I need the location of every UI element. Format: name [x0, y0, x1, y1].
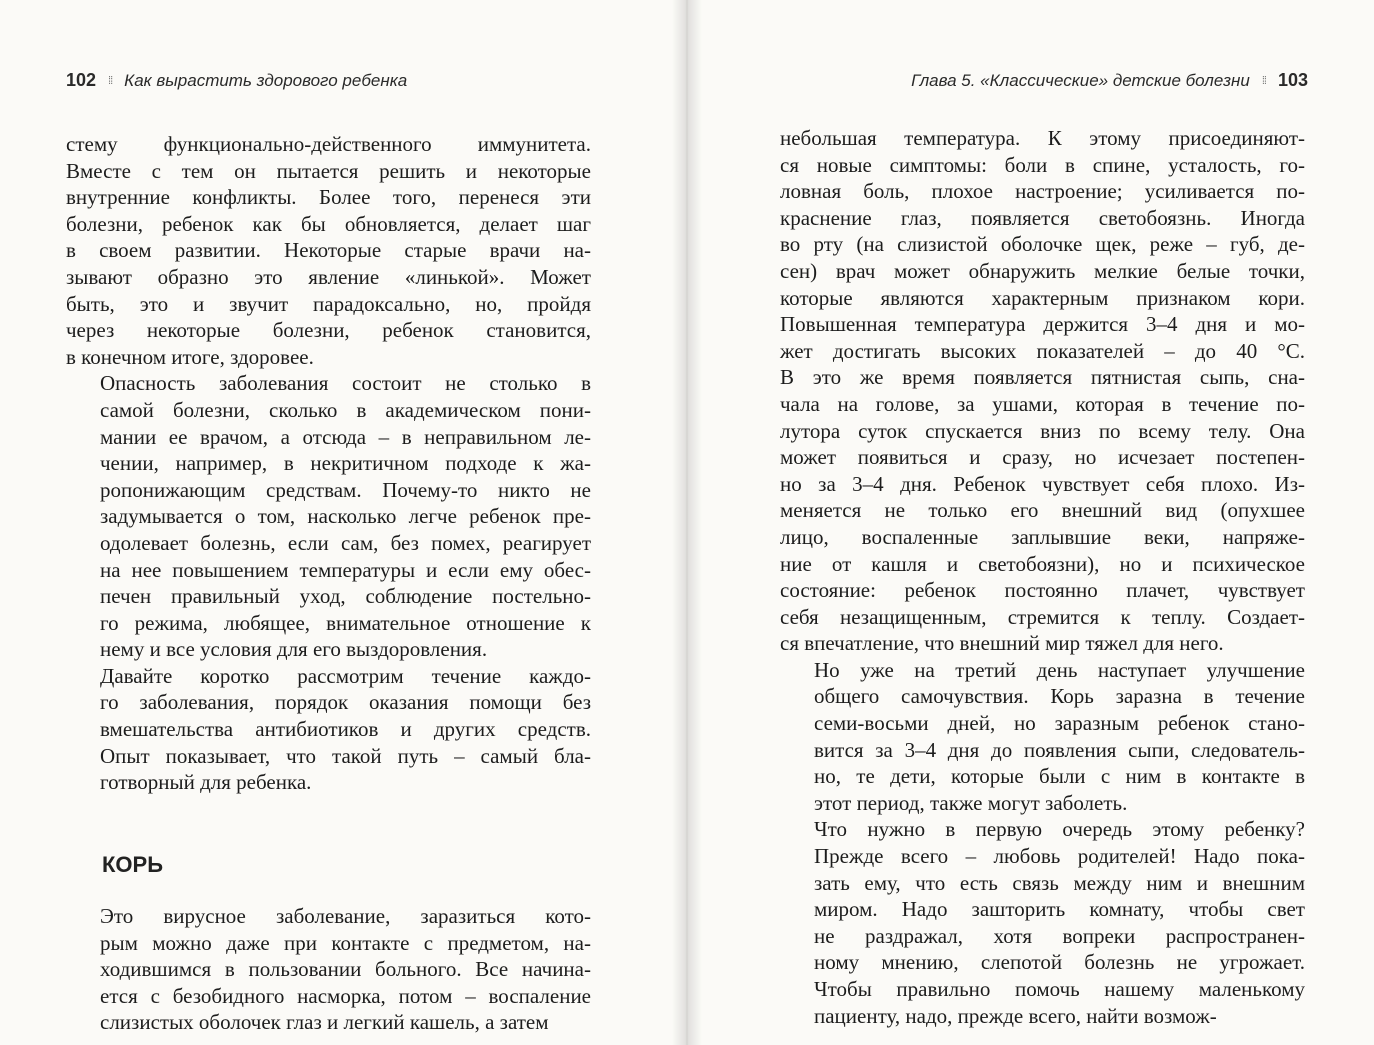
- running-title: Глава 5. «Классические» детские болезни: [911, 70, 1250, 90]
- text-line: на нее повышением температуры и если ему обес-: [100, 557, 591, 582]
- text-line: внутренние конфликты. Более того, перенеся эти: [66, 185, 591, 210]
- text-line: ся новые симптомы: боли в спине, усталость, го-: [780, 152, 1305, 177]
- text-line: Опасность заболевания состоит не столько в: [100, 371, 591, 396]
- text-line: мании ее врачом, а отсюда – в неправильном ле-: [100, 424, 591, 449]
- text-line: Давайте коротко рассмотрим течение каждо-: [100, 663, 591, 688]
- text-line: ному мнению, слепотой болезнь не угрожает.: [814, 950, 1305, 975]
- text-line: Прежде всего – любовь родителей! Надо пока-: [814, 844, 1305, 869]
- text-line: которые являются характерным признаком кори.: [780, 285, 1305, 310]
- text-line: краснение глаз, появляется светобоязнь. Иногда: [780, 205, 1305, 230]
- paragraph: [780, 657, 1305, 817]
- text-line: ся впечатление, что внешний мир тяжел для него.: [780, 631, 1224, 656]
- text-line: зать ему, что есть связь между ним и внешним: [814, 870, 1305, 895]
- text-line: зывают образно это явление «линькой». Может: [66, 264, 591, 289]
- text-line: себя незащищенным, стремится к теплу. Создает-: [780, 604, 1305, 629]
- text-line: рым можно даже при контакте с предметом, на-: [100, 930, 591, 955]
- text-line: во рту (на слизистой оболочке щек, реже – губ, де-: [780, 232, 1305, 257]
- text-line: чении, например, в некритичном подходе к жа-: [100, 451, 591, 476]
- ornament-icon: ⁞⁞: [108, 74, 113, 87]
- text-line: ропонижающим средствам. Почему-то никто не: [100, 477, 591, 502]
- text-line: чала на голове, за ушами, которая в течение по-: [780, 391, 1305, 416]
- paragraph: [780, 125, 1305, 657]
- text-line: ется с безобидного насморка, потом – воспаление: [100, 983, 591, 1008]
- text-line: быть, это и звучит парадоксально, но, пройдя: [66, 291, 591, 316]
- text-line: Вместе с тем он пытается решить и некоторые: [66, 158, 591, 183]
- text-line: самой болезни, сколько в академическом пони-: [100, 397, 591, 422]
- text-line: го режима, любящее, внимательное отношение к: [100, 610, 591, 635]
- text-line: может появиться и сразу, но исчезает постепен-: [780, 445, 1305, 470]
- text-line: миром. Надо зашторить комнату, чтобы свет: [814, 897, 1305, 922]
- page-number: 103: [1277, 70, 1308, 90]
- paragraph: [66, 370, 591, 663]
- paragraph: [780, 816, 1305, 1029]
- text-line: жет достигать высоких показателей – до 40 °С.: [780, 338, 1305, 363]
- text-line: не раздражал, хотя вопреки распространен-: [814, 923, 1305, 948]
- text-line: семи-восьми дней, но заразным ребенок стано-: [814, 711, 1305, 736]
- text-line: вится за 3–4 дня до появления сыпи, следователь-: [814, 737, 1305, 762]
- text-line: ходившимся в пользовании больного. Все начина-: [100, 957, 591, 982]
- page-number: 102: [66, 70, 97, 90]
- right-page: [687, 0, 1374, 1045]
- left-body-text: [66, 131, 591, 796]
- text-line: нему и все условия для его выздоровления.: [100, 637, 488, 662]
- text-line: в конечном итоге, здоровее.: [66, 344, 314, 369]
- text-line: ловная боль, плохое настроение; усиливается по-: [780, 179, 1305, 204]
- section-body-text: [66, 903, 591, 1036]
- text-line: задумывается о том, насколько легче ребенок пре-: [100, 504, 591, 529]
- text-line: ние от кашля и светобоязни), но и психическое: [780, 551, 1305, 576]
- text-line: го заболевания, порядок оказания помощи без: [100, 690, 591, 715]
- text-line: Опыт показывает, что такой путь – самый бла-: [100, 743, 591, 768]
- text-line: меняется не только его внешний вид (опухшее: [780, 498, 1305, 523]
- text-line: вмешательства антибиотиков и других средств.: [100, 717, 591, 742]
- section-heading: КОРЬ: [102, 852, 164, 877]
- text-line: лицо, воспаленные заплывшие веки, напряже-: [780, 524, 1305, 549]
- text-line: Это вирусное заболевание, заразиться кото-: [100, 904, 591, 928]
- text-line: Но уже на третий день наступает улучшение: [814, 657, 1305, 682]
- text-line: но, те дети, которые были с ним в контакте в: [814, 764, 1305, 789]
- text-line: в своем развитии. Некоторые старые врачи на-: [66, 238, 591, 263]
- text-line: пациенту, надо, прежде всего, найти возмож-: [814, 1003, 1217, 1028]
- paragraph: [66, 903, 591, 1036]
- text-line: В это же время появляется пятнистая сыпь, сна-: [780, 365, 1305, 390]
- text-line: одолевает болезнь, если сам, без помех, реагирует: [100, 530, 591, 555]
- text-line: стему функционально-действенного иммунитета.: [66, 132, 591, 156]
- text-line: общего самочувствия. Корь заразна в течение: [814, 684, 1305, 709]
- paragraph: [66, 663, 591, 796]
- left-running-head: [66, 70, 407, 91]
- text-line: готворный для ребенка.: [100, 770, 312, 795]
- text-line: слизистых оболочек глаз и легкий кашель, а затем: [100, 1010, 549, 1035]
- text-line: Повышенная температура держится 3–4 дня и мо-: [780, 312, 1305, 337]
- text-line: небольшая температура. К этому присоединяют-: [780, 126, 1305, 150]
- text-line: сен) врач может обнаружить мелкие белые точки,: [780, 258, 1305, 283]
- text-line: через некоторые болезни, ребенок становится,: [66, 318, 591, 343]
- text-line: Чтобы правильно помочь нашему маленькому: [814, 977, 1305, 1001]
- ornament-icon: ⁞⁞: [1261, 74, 1266, 87]
- text-line: Что нужно в первую очередь этому ребенку?: [814, 817, 1305, 842]
- text-line: этот период, также могут заболеть.: [814, 790, 1128, 815]
- text-line: печен правильный уход, соблюдение постельно-: [100, 584, 591, 609]
- text-line: состояние: ребенок постоянно плачет, чувствует: [780, 578, 1305, 603]
- running-title: Как вырастить здорового ребенка: [124, 70, 408, 90]
- text-line: лутора суток спускается вниз по всему телу. Она: [780, 418, 1305, 443]
- paragraph: [66, 131, 591, 370]
- book-gutter: [672, 0, 702, 1045]
- text-line: но за 3–4 дня. Ребенок чувствует себя плохо. Из-: [780, 471, 1305, 496]
- right-body-text: [780, 125, 1305, 1029]
- text-line: болезни, ребенок как бы обновляется, делает шаг: [66, 211, 591, 236]
- right-running-head: [911, 70, 1308, 91]
